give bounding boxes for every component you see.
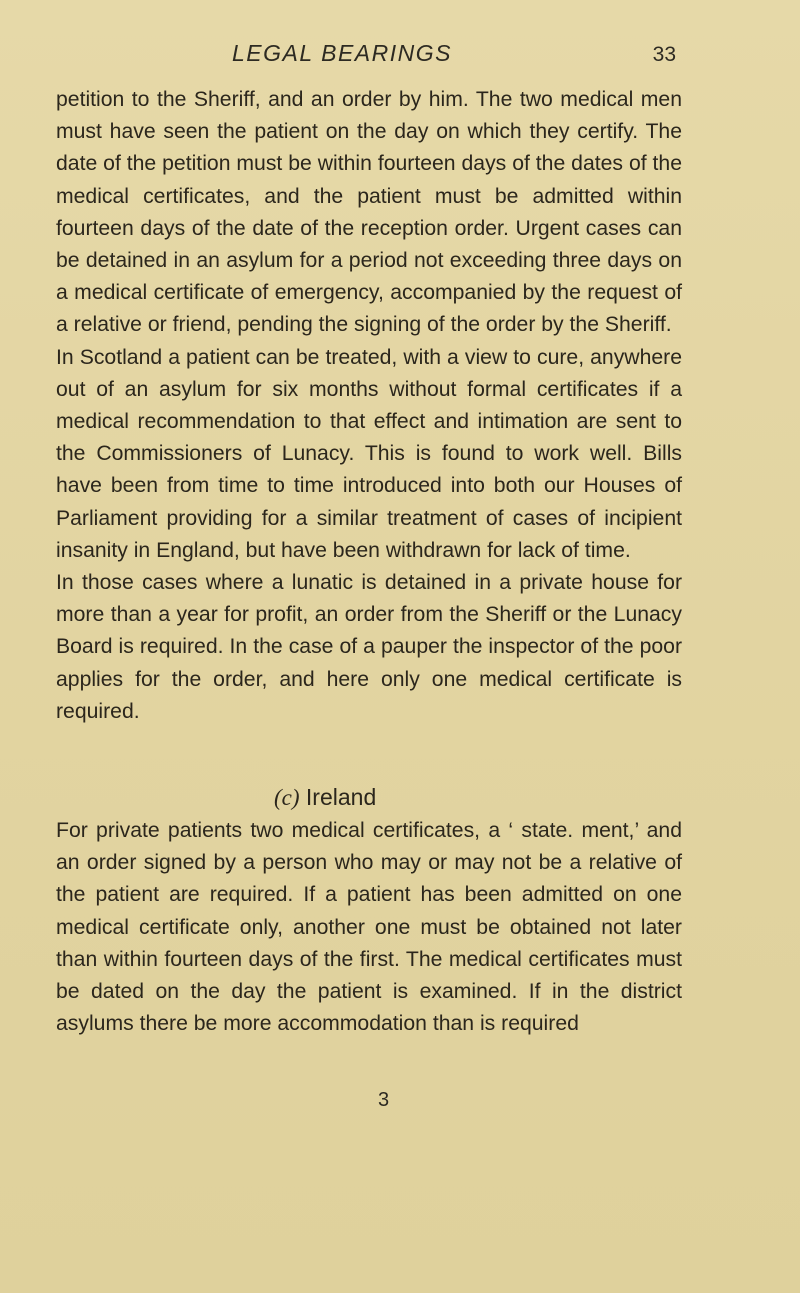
section-text-block xyxy=(56,815,682,1040)
signature-mark: 3 xyxy=(378,1089,390,1111)
page-number: 33 xyxy=(652,43,676,66)
main-text-block xyxy=(56,84,682,728)
section-heading xyxy=(0,784,800,811)
section-letter: (c) xyxy=(274,785,300,810)
paragraph: In Scotland a patient can be treated, with a view to cure, anywhere out of an asylum for six months without formal certificates if a medical recommendation to that effect and intimation are sent to the Commissioners of Lunacy. This is found to work well. Bills have been from time to time introduced into both our Houses of Parliament providing for a similar treatment of cases of incipient insanity in England, but have been withdrawn for lack of time. xyxy=(56,345,682,562)
paragraph: petition to the Sheriff, and an order by him. The two medical men must have seen the patient on the day on which they certify. The date of the petition must be within fourteen days of the dates of the medical certificates, and the patient must be admitted within fourteen days of the date of the reception order. Urgent cases can be detained in an asylum for a period not exceeding three days on a medical certificate of emergency, accompanied by the request of a relative or friend, pending the signing of the order by the Sheriff. xyxy=(56,88,682,337)
running-head-title: LEGAL BEARINGS xyxy=(232,40,452,66)
section-title: Ireland xyxy=(305,784,377,810)
paragraph: In those cases where a lunatic is detained in a private house for more than a year for profit, an order from the Sheriff or the Lunacy Board is required. In the case of a pauper the inspector of the poor applies for the order, and here only one medical certificate is required. xyxy=(56,571,682,723)
paragraph: For private patients two medical certificates, a ‘ state. ment,’ and an order signed by a person who may or may not be a relative of the patient are required. If a patient has been admitted on one medical certificate only, another one must be obtained not later than within fourteen days of the first. The medical certificates must be dated on the day the patient is examined. If in the district asylums there be more accommodation than is required xyxy=(56,819,682,1036)
